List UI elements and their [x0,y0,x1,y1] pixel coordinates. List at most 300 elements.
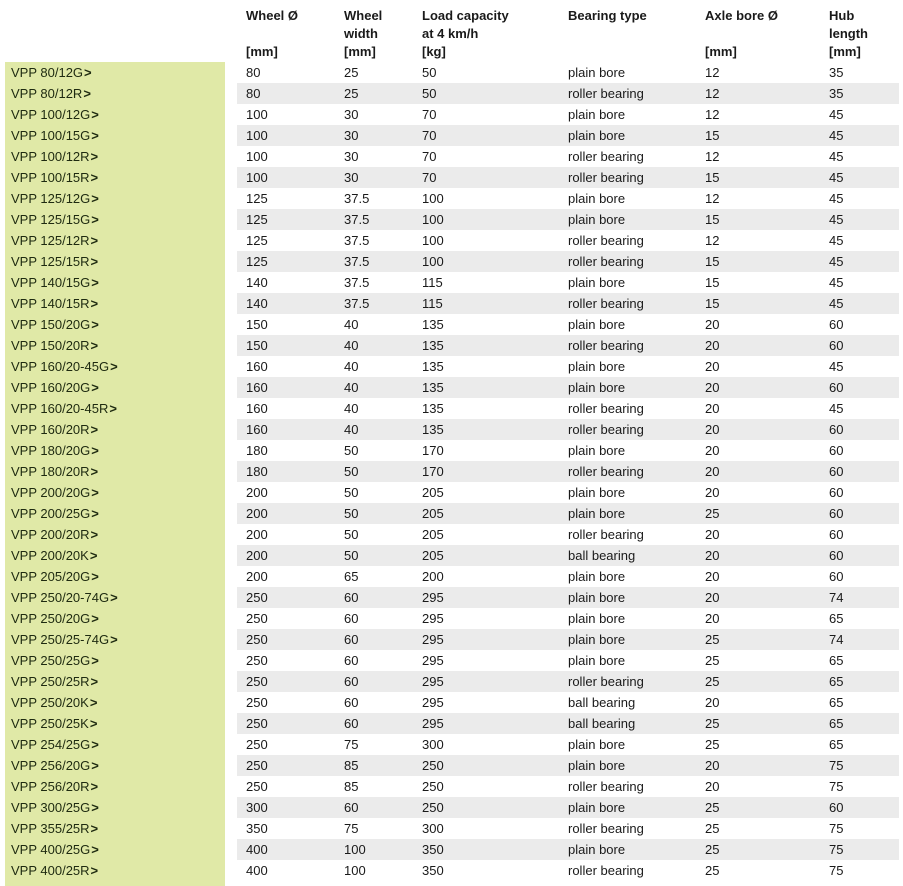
wheel-diameter-cell: 100 [246,128,268,143]
wheel-width-cell: 37.5 [344,212,370,227]
wheel-width-cell: 100 [344,842,366,857]
table-row [0,587,903,608]
table-body [0,62,903,881]
table-row [0,104,903,125]
model-link[interactable] [11,482,99,503]
hub-length-cell: 45 [829,149,844,164]
bearing-type-cell: plain bore [568,632,626,647]
axle-bore-cell: 20 [705,338,720,353]
bearing-type-cell: roller bearing [568,149,644,164]
hub-length-cell: 74 [829,590,844,605]
table-row [0,692,903,713]
model-name: VPP 180/20G [11,443,91,458]
table-row [0,440,903,461]
model-link[interactable] [11,398,117,419]
axle-bore-cell: 25 [705,800,720,815]
chevron-right-icon: > [91,653,99,668]
table-row [0,125,903,146]
bearing-type-cell: plain bore [568,443,626,458]
wheel-width-cell: 50 [344,527,359,542]
load-capacity-cell: 135 [422,380,444,395]
wheel-diameter-cell: 250 [246,590,268,605]
bearing-type-cell: plain bore [568,128,626,143]
table-row [0,146,903,167]
chevron-right-icon: > [110,359,118,374]
hub-length-cell: 45 [829,254,844,269]
table-row [0,335,903,356]
chevron-right-icon: > [90,233,99,248]
table-row [0,629,903,650]
wheel-diameter-cell: 160 [246,401,268,416]
load-capacity-cell: 70 [422,107,437,122]
load-capacity-cell: 135 [422,422,444,437]
bearing-type-cell: roller bearing [568,86,644,101]
hub-length-cell: 65 [829,653,844,668]
model-name: VPP 250/20G [11,611,91,626]
model-link[interactable] [11,818,98,839]
model-link[interactable] [11,293,98,314]
table-row [0,62,903,83]
wheel-width-cell: 25 [344,65,359,80]
model-link[interactable] [11,104,99,125]
hub-length-cell: 45 [829,128,844,143]
table-row [0,839,903,860]
bearing-type-cell: plain bore [568,275,626,290]
wheel-width-cell: 50 [344,443,359,458]
hub-length-cell: 45 [829,275,844,290]
load-capacity-cell: 170 [422,443,444,458]
model-name: VPP 205/20G [11,569,91,584]
load-capacity-cell: 100 [422,212,444,227]
hub-length-cell: 45 [829,296,844,311]
hub-length-cell: 35 [829,65,844,80]
bearing-type-cell: plain bore [568,758,626,773]
model-link[interactable] [11,125,99,146]
header-wheel-diameter [246,7,298,61]
model-name: VPP 160/20-45R [11,401,109,416]
load-capacity-cell: 250 [422,779,444,794]
chevron-right-icon: > [91,758,99,773]
bearing-type-cell: roller bearing [568,779,644,794]
model-name: VPP 180/20R [11,464,90,479]
axle-bore-cell: 20 [705,548,720,563]
header-wheel-diameter-line-2 [246,25,298,43]
chevron-right-icon: > [83,86,91,101]
axle-bore-cell: 25 [705,506,720,521]
chevron-right-icon: > [90,821,99,836]
wheel-width-cell: 50 [344,506,359,521]
wheel-diameter-cell: 160 [246,359,268,374]
axle-bore-cell: 25 [705,716,720,731]
header-load-capacity-unit: [kg] [422,44,446,59]
wheel-width-cell: 40 [344,338,359,353]
load-capacity-cell: 100 [422,233,444,248]
model-link[interactable] [11,524,98,545]
hub-length-cell: 35 [829,86,844,101]
wheel-width-cell: 40 [344,422,359,437]
model-link[interactable] [11,671,98,692]
bearing-type-cell: plain bore [568,107,626,122]
header-load-capacity [422,7,509,61]
model-link[interactable] [11,167,98,188]
wheel-diameter-cell: 140 [246,296,268,311]
chevron-right-icon: > [91,191,99,206]
wheel-diameter-cell: 160 [246,380,268,395]
model-link[interactable] [11,188,99,209]
chevron-right-icon: > [90,674,99,689]
wheel-diameter-cell: 80 [246,65,261,80]
model-link[interactable] [11,755,99,776]
chevron-right-icon: > [90,527,99,542]
table-row [0,503,903,524]
header-axle-bore-line-1: Axle bore Ø [705,8,778,23]
model-link[interactable] [11,650,99,671]
bearing-type-cell: roller bearing [568,401,644,416]
chevron-right-icon: > [91,275,99,290]
table-row [0,83,903,104]
header-hub-length-line-2: length [829,26,868,41]
axle-bore-cell: 25 [705,842,720,857]
header-hub-length-unit: [mm] [829,44,861,59]
model-name: VPP 250/25K [11,716,89,731]
wheel-diameter-cell: 200 [246,527,268,542]
bearing-type-cell: plain bore [568,506,626,521]
model-name: VPP 100/12G [11,107,91,122]
model-link[interactable] [11,146,98,167]
wheel-width-cell: 37.5 [344,233,370,248]
model-name: VPP 250/25-74G [11,632,110,647]
model-name: VPP 100/15G [11,128,91,143]
wheel-diameter-cell: 125 [246,233,268,248]
header-load-capacity-line-1: Load capacity [422,8,509,23]
header-hub-length-line-1: Hub [829,8,855,23]
wheel-diameter-cell: 250 [246,611,268,626]
bearing-type-cell: plain bore [568,737,626,752]
wheel-diameter-cell: 250 [246,653,268,668]
axle-bore-cell: 15 [705,275,720,290]
bearing-type-cell: plain bore [568,485,626,500]
load-capacity-cell: 250 [422,800,444,815]
wheel-diameter-cell: 200 [246,548,268,563]
hub-length-cell: 45 [829,107,844,122]
model-link[interactable] [11,608,99,629]
bearing-type-cell: roller bearing [568,821,644,836]
table-row [0,566,903,587]
model-name: VPP 80/12G [11,65,84,80]
bearing-type-cell: roller bearing [568,464,644,479]
bearing-type-cell: ball bearing [568,695,636,710]
load-capacity-cell: 50 [422,65,437,80]
hub-length-cell: 75 [829,821,844,836]
model-name: VPP 250/20K [11,695,89,710]
axle-bore-cell: 20 [705,758,720,773]
table-row [0,650,903,671]
header-wheel-diameter-line-1: Wheel Ø [246,8,299,23]
table-row [0,293,903,314]
table-row [0,671,903,692]
model-name: VPP 250/25R [11,674,90,689]
header-bearing-type-line-1: Bearing type [568,8,647,23]
axle-bore-cell: 20 [705,401,720,416]
load-capacity-cell: 300 [422,821,444,836]
chevron-right-icon: > [91,443,99,458]
header-wheel-diameter-unit: [mm] [246,44,278,59]
hub-length-cell: 65 [829,737,844,752]
wheel-width-cell: 100 [344,863,366,878]
header-axle-bore [705,7,778,61]
wheel-diameter-cell: 100 [246,107,268,122]
bearing-type-cell: plain bore [568,590,626,605]
wheel-diameter-cell: 250 [246,632,268,647]
model-link[interactable] [11,272,99,293]
model-link[interactable] [11,713,97,734]
table-row [0,797,903,818]
axle-bore-cell: 20 [705,611,720,626]
wheel-diameter-cell: 200 [246,485,268,500]
model-link[interactable] [11,419,98,440]
load-capacity-cell: 205 [422,485,444,500]
chevron-right-icon: > [90,149,99,164]
model-link[interactable] [11,335,98,356]
hub-length-cell: 65 [829,716,844,731]
model-link[interactable] [11,356,118,377]
wheel-width-cell: 60 [344,611,359,626]
bearing-type-cell: plain bore [568,653,626,668]
hub-length-cell: 60 [829,380,844,395]
axle-bore-cell: 25 [705,863,720,878]
model-link[interactable] [11,503,99,524]
axle-bore-cell: 12 [705,107,720,122]
axle-bore-cell: 20 [705,359,720,374]
bearing-type-cell: roller bearing [568,863,644,878]
model-name: VPP 100/12R [11,149,90,164]
model-link[interactable] [11,587,118,608]
load-capacity-cell: 205 [422,506,444,521]
hub-length-cell: 45 [829,191,844,206]
model-name: VPP 250/20-74G [11,590,110,605]
axle-bore-cell: 20 [705,485,720,500]
wheel-width-cell: 85 [344,779,359,794]
wheel-width-cell: 60 [344,674,359,689]
model-name: VPP 125/12R [11,233,90,248]
table-row [0,251,903,272]
hub-length-cell: 60 [829,443,844,458]
hub-length-cell: 60 [829,338,844,353]
load-capacity-cell: 205 [422,548,444,563]
load-capacity-cell: 295 [422,611,444,626]
wheel-width-cell: 60 [344,590,359,605]
model-link[interactable] [11,230,98,251]
chevron-right-icon: > [90,464,99,479]
chevron-right-icon: > [91,737,99,752]
chevron-right-icon: > [89,695,98,710]
header-load-capacity-line-2: at 4 km/h [422,26,479,41]
wheel-width-cell: 60 [344,800,359,815]
hub-length-cell: 45 [829,212,844,227]
hub-length-cell: 45 [829,170,844,185]
model-name: VPP 125/15G [11,212,91,227]
wheel-diameter-cell: 250 [246,674,268,689]
axle-bore-cell: 20 [705,422,720,437]
wheel-width-cell: 50 [344,464,359,479]
table-header [0,0,903,62]
wheel-width-cell: 25 [344,86,359,101]
wheel-diameter-cell: 160 [246,422,268,437]
load-capacity-cell: 70 [422,128,437,143]
bearing-type-cell: plain bore [568,611,626,626]
hub-length-cell: 75 [829,758,844,773]
wheel-diameter-cell: 400 [246,842,268,857]
wheel-diameter-cell: 180 [246,443,268,458]
model-link[interactable] [11,461,98,482]
wheel-diameter-cell: 250 [246,779,268,794]
model-name: VPP 100/15R [11,170,90,185]
load-capacity-cell: 100 [422,254,444,269]
wheel-diameter-cell: 400 [246,863,268,878]
model-name: VPP 355/25R [11,821,90,836]
model-link[interactable] [11,377,99,398]
chevron-right-icon: > [90,422,99,437]
wheel-diameter-cell: 100 [246,149,268,164]
wheel-width-cell: 37.5 [344,275,370,290]
wheel-width-cell: 40 [344,380,359,395]
model-link[interactable] [11,62,92,83]
chevron-right-icon: > [109,401,117,416]
wheel-width-cell: 40 [344,401,359,416]
axle-bore-cell: 20 [705,569,720,584]
model-name: VPP 250/25G [11,653,91,668]
model-link[interactable] [11,251,98,272]
model-name: VPP 254/25G [11,737,91,752]
wheel-width-cell: 40 [344,317,359,332]
load-capacity-cell: 135 [422,338,444,353]
axle-bore-cell: 20 [705,590,720,605]
model-link[interactable] [11,209,99,230]
model-link[interactable] [11,734,99,755]
table-row [0,377,903,398]
bearing-type-cell: ball bearing [568,548,636,563]
chevron-right-icon: > [110,632,118,647]
model-link[interactable] [11,797,99,818]
bearing-type-cell: roller bearing [568,422,644,437]
axle-bore-cell: 20 [705,695,720,710]
chevron-right-icon: > [91,569,99,584]
axle-bore-cell: 12 [705,65,720,80]
axle-bore-cell: 15 [705,128,720,143]
wheel-width-cell: 60 [344,632,359,647]
bearing-type-cell: roller bearing [568,233,644,248]
chevron-right-icon: > [91,317,99,332]
load-capacity-cell: 135 [422,317,444,332]
wheel-diameter-cell: 150 [246,338,268,353]
table-row [0,209,903,230]
table-row [0,545,903,566]
load-capacity-cell: 200 [422,569,444,584]
header-wheel-width [344,7,382,61]
bearing-type-cell: roller bearing [568,296,644,311]
model-name: VPP 256/20R [11,779,90,794]
axle-bore-cell: 25 [705,737,720,752]
model-name: VPP 150/20R [11,338,90,353]
model-link[interactable] [11,692,97,713]
bearing-type-cell: plain bore [568,800,626,815]
header-axle-bore-line-2 [705,25,778,43]
hub-length-cell: 75 [829,842,844,857]
bearing-type-cell: roller bearing [568,254,644,269]
model-name: VPP 125/15R [11,254,90,269]
table-row [0,524,903,545]
load-capacity-cell: 300 [422,737,444,752]
bearing-type-cell: plain bore [568,191,626,206]
load-capacity-cell: 350 [422,842,444,857]
model-link[interactable] [11,629,118,650]
wheel-width-cell: 75 [344,737,359,752]
model-name: VPP 140/15R [11,296,90,311]
model-name: VPP 400/25R [11,863,90,878]
model-link[interactable] [11,545,97,566]
bearing-type-cell: plain bore [568,65,626,80]
hub-length-cell: 60 [829,569,844,584]
hub-length-cell: 75 [829,863,844,878]
load-capacity-cell: 100 [422,191,444,206]
hub-length-cell: 60 [829,548,844,563]
axle-bore-cell: 20 [705,380,720,395]
model-link[interactable] [11,839,99,860]
table-row [0,776,903,797]
wheel-width-cell: 65 [344,569,359,584]
table-row [0,398,903,419]
model-link[interactable] [11,440,99,461]
header-wheel-width-line-2: width [344,26,378,41]
model-link[interactable] [11,314,99,335]
model-link[interactable] [11,83,91,104]
table-row [0,608,903,629]
model-name: VPP 125/12G [11,191,91,206]
table-row [0,272,903,293]
model-link[interactable] [11,776,98,797]
wheel-width-cell: 37.5 [344,254,370,269]
axle-bore-cell: 25 [705,653,720,668]
model-link[interactable] [11,860,98,881]
model-link[interactable] [11,566,99,587]
wheel-diameter-cell: 180 [246,464,268,479]
model-name: VPP 200/20K [11,548,89,563]
hub-length-cell: 74 [829,632,844,647]
table-row [0,755,903,776]
wheel-diameter-cell: 150 [246,317,268,332]
load-capacity-cell: 50 [422,86,437,101]
wheel-diameter-cell: 300 [246,800,268,815]
chevron-right-icon: > [90,254,99,269]
load-capacity-cell: 115 [422,296,443,311]
hub-length-cell: 60 [829,485,844,500]
chevron-right-icon: > [90,338,99,353]
chevron-right-icon: > [91,485,99,500]
model-name: VPP 160/20-45G [11,359,110,374]
wheel-width-cell: 75 [344,821,359,836]
hub-length-cell: 65 [829,674,844,689]
bearing-type-cell: plain bore [568,569,626,584]
wheel-diameter-cell: 250 [246,716,268,731]
model-name: VPP 256/20G [11,758,91,773]
load-capacity-cell: 70 [422,170,437,185]
bearing-type-cell: roller bearing [568,674,644,689]
table-row [0,818,903,839]
table-row [0,314,903,335]
load-capacity-cell: 350 [422,863,444,878]
wheel-width-cell: 30 [344,107,359,122]
axle-bore-cell: 15 [705,212,720,227]
